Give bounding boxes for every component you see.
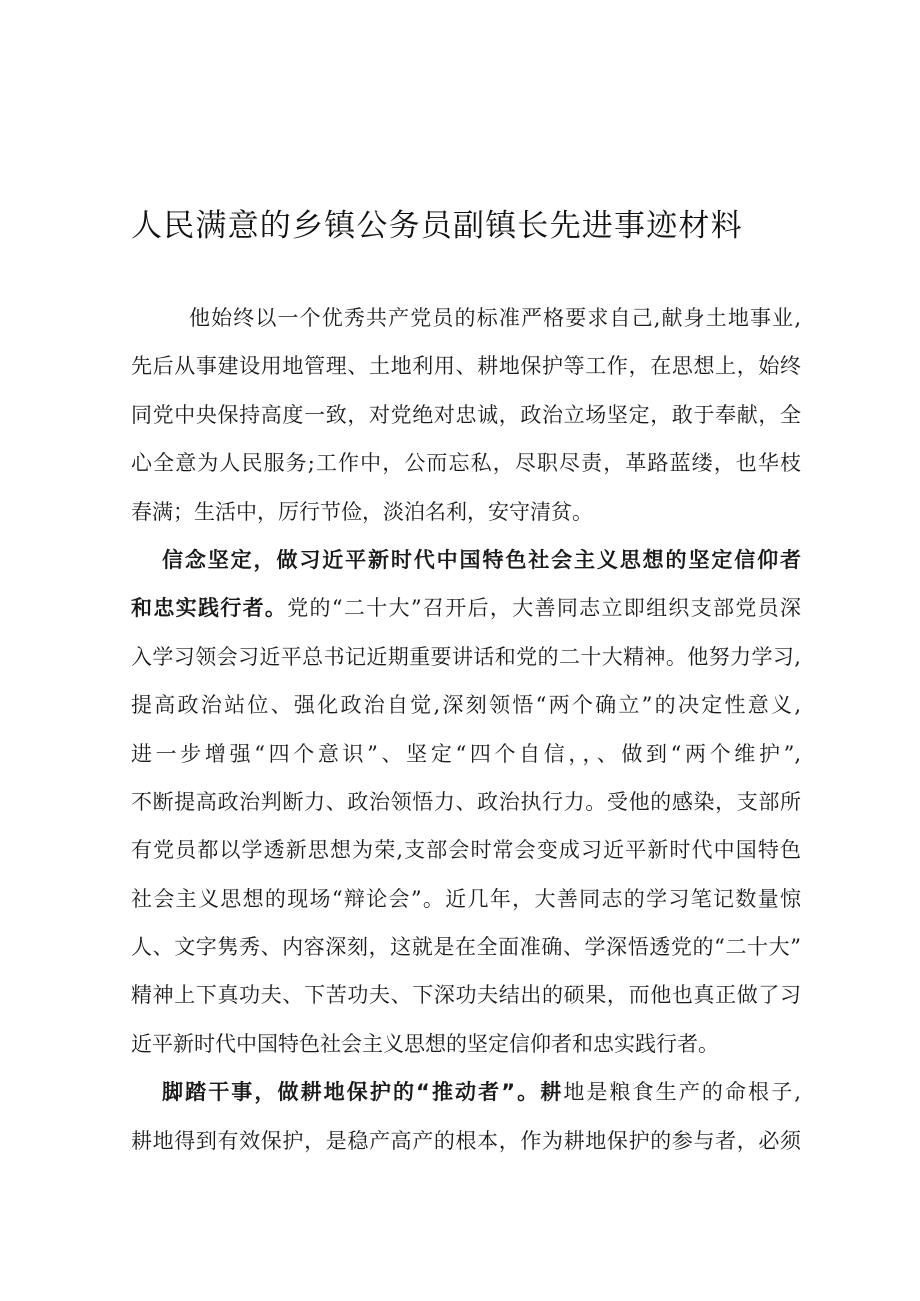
body-text: 心全意为人民服务;工作中，公而忘私，尽职尽责，革路蓝缕，也华枝	[131, 451, 801, 476]
document-title: 人民满意的乡镇公务员副镇长先进事迹材料	[131, 208, 743, 244]
body-text: 有党员都以学透新思想为荣,支部会时常会变成习近平新时代中国特色	[131, 838, 801, 863]
text-line	[131, 882, 801, 930]
text-line	[131, 1124, 801, 1172]
body-text: 党的“二十大”召开后，大善同志立即组织支部党员深	[287, 596, 801, 621]
text-line	[131, 349, 801, 397]
text-line	[131, 833, 801, 881]
text-line	[131, 640, 801, 688]
text-line	[131, 978, 801, 1026]
body-text: 耕地得到有效保护，是稳产高产的根本，作为耕地保护的参与者，必须	[131, 1128, 801, 1153]
text-line	[131, 495, 801, 543]
body-text: 人、文字隽秀、内容深刻，这就是在全面准确、学深悟透党的“二十大”	[131, 935, 801, 960]
body-text: 地是粮食生产的命根子,	[563, 1080, 801, 1105]
body-text: 春满；生活中，厉行节俭，淡泊名利，安守清贫。	[131, 499, 593, 524]
document-body	[131, 301, 801, 1172]
body-text: 先后从事建设用地管理、土地利用、耕地保护等工作，在思想上，始终	[131, 354, 801, 379]
paragraph	[131, 1075, 801, 1172]
text-line	[131, 301, 801, 349]
body-text: 近平新时代中国特色社会主义思想的坚定信仰者和忠实践行者。	[131, 1031, 719, 1056]
body-text: 提高政治站位、强化政治自觉,深刻领悟“两个确立”的决定性意义,	[131, 693, 801, 718]
text-line	[131, 785, 801, 833]
text-line	[131, 543, 801, 591]
body-text: 入学习领会习近平总书记近期重要讲话和党的二十大精神。他努力学习,	[131, 644, 801, 669]
bold-heading-text: 信念坚定，做习近平新时代中国特色社会主义思想的坚定信仰者	[162, 547, 801, 572]
text-line	[131, 591, 801, 639]
text-line	[131, 930, 801, 978]
paragraph	[131, 301, 801, 543]
body-text: 同党中央保持高度一致，对党绝对忠诚，政治立场坚定，敢于奉献，全	[131, 402, 801, 427]
body-text: 社会主义思想的现场“辩论会”。近几年，大善同志的学习笔记数量惊	[131, 886, 801, 911]
body-text: 不断提高政治判断力、政治领悟力、政治执行力。受他的感染，支部所	[131, 789, 801, 814]
body-text: 精神上下真功夫、下苦功夫、下深功夫结出的硕果，而他也真正做了习	[131, 983, 801, 1008]
text-line	[131, 737, 801, 785]
bold-heading-text: 和忠实践行者。	[131, 596, 288, 621]
paragraph	[131, 543, 801, 1075]
text-line	[131, 398, 801, 446]
body-text: 他始终以一个优秀共产党员的标准严格要求自己,献身土地事业,	[189, 306, 801, 330]
bold-heading-text: 脚踏干事，做耕地保护的“推动者”。耕	[162, 1080, 564, 1105]
text-line	[131, 446, 801, 494]
text-line	[131, 688, 801, 736]
text-line	[131, 1027, 801, 1075]
body-text: 进一步增强“四个意识”、坚定“四个自信，，、做到“两个维护”,	[131, 741, 801, 766]
text-line	[131, 1075, 801, 1123]
